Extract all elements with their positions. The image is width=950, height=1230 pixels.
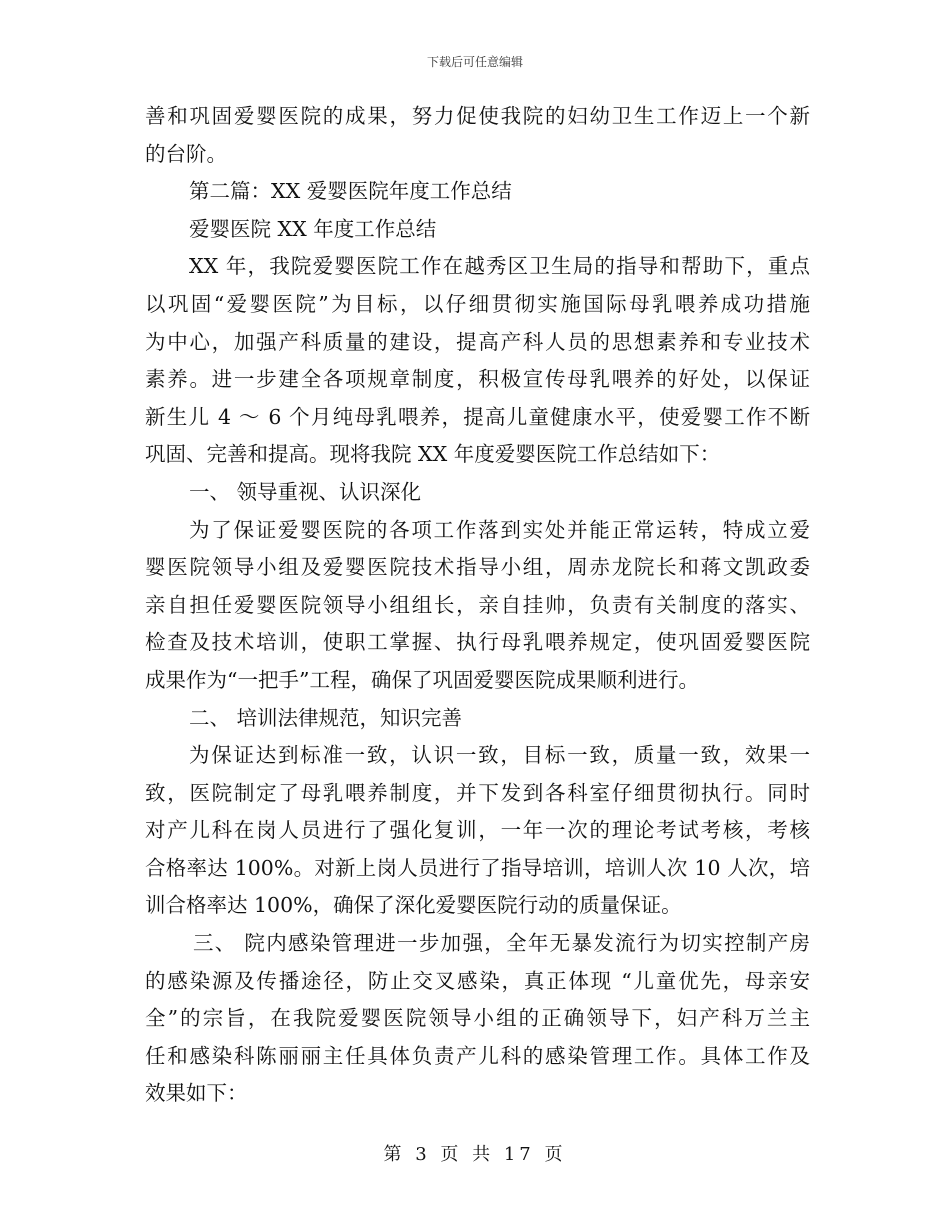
paragraph-line: 以巩固“爱婴医院”为目标，以仔细贯彻实施国际母乳喂养成功措施 xyxy=(145,291,810,316)
section-title: 第二篇：XX 爱婴医院年度工作总结 xyxy=(189,179,512,204)
paragraph-line: 检查及技术培训，使职工掌握、执行母乳喂养规定，使巩固爱婴医院 xyxy=(145,630,810,655)
page-number: 第 3 页 共 17 页 xyxy=(383,1144,567,1165)
paragraph-line: 任和感染科陈丽丽主任具体负责产儿科的感染管理工作。具体工作及 xyxy=(145,1043,810,1068)
paragraph-line: 为中心，加强产科质量的建设，提高产科人员的思想素养和专业技术 xyxy=(145,329,810,354)
paragraph-line: 婴医院领导小组及爱婴医院技术指导小组，周赤龙院长和蒋文凯政委 xyxy=(145,555,810,580)
paragraph-line: 效果如下： xyxy=(145,1081,248,1106)
paragraph-line: 合格率达 100%。对新上岗人员进行了指导培训，培训人次 10 人次，培 xyxy=(145,855,810,880)
paragraph-line: 为了保证爱婴医院的各项工作落到实处并能正常运转，特成立爱 xyxy=(189,517,810,542)
paragraph-line: 新生儿 4 ～ 6 个月纯母乳喂养，提高儿童健康水平，使爱婴工作不断 xyxy=(145,404,810,429)
document-title: 爱婴医院 XX 年度工作总结 xyxy=(189,216,437,241)
document-body xyxy=(145,98,810,1113)
paragraph-line: 对产儿科在岗人员进行了强化复训，一年一次的理论考试考核，考核 xyxy=(145,818,810,843)
paragraph-line: 的感染源及传播途径，防止交叉感染，真正体现 “儿童优先，母亲安 xyxy=(145,968,810,993)
section-heading: 一、 领导重视、认识深化 xyxy=(189,479,422,504)
paragraph-line: 成果作为“一把手”工程，确保了巩固爱婴医院成果顺利进行。 xyxy=(145,667,699,692)
paragraph-line: 亲自担任爱婴医院领导小组组长，亲自挂帅，负责有关制度的落实、 xyxy=(145,592,810,617)
page-header: 下载后可任意编辑 xyxy=(426,55,523,69)
paragraph-line: 为保证达到标准一致，认识一致，目标一致，质量一致，效果一 xyxy=(189,743,810,768)
paragraph-line: 的台阶。 xyxy=(145,141,227,166)
paragraph-line: 全”的宗旨，在我院爱婴医院领导小组的正确领导下，妇产科万兰主 xyxy=(145,1006,810,1031)
section-heading: 二、 培训法律规范，知识完善 xyxy=(189,705,463,730)
paragraph-line: 致，医院制定了母乳喂养制度，并下发到各科室仔细贯彻执行。同时 xyxy=(145,780,810,805)
paragraph-line: 巩固、完善和提高。现将我院 XX 年度爱婴医院工作总结如下： xyxy=(145,442,721,467)
paragraph-line: 训合格率达 100%，确保了深化爱婴医院行动的质量保证。 xyxy=(145,893,682,918)
paragraph-line: XX 年，我院爱婴医院工作在越秀区卫生局的指导和帮助下，重点 xyxy=(189,254,810,279)
paragraph-line: 善和巩固爱婴医院的成果，努力促使我院的妇幼卫生工作迈上一个新 xyxy=(145,104,810,128)
paragraph-line: 素养。进一步建全各项规章制度，积极宣传母乳喂养的好处，以保证 xyxy=(145,367,810,392)
section-heading: 三、 院内感染管理进一步加强，全年无暴发流行为切实控制产房 xyxy=(193,931,810,956)
